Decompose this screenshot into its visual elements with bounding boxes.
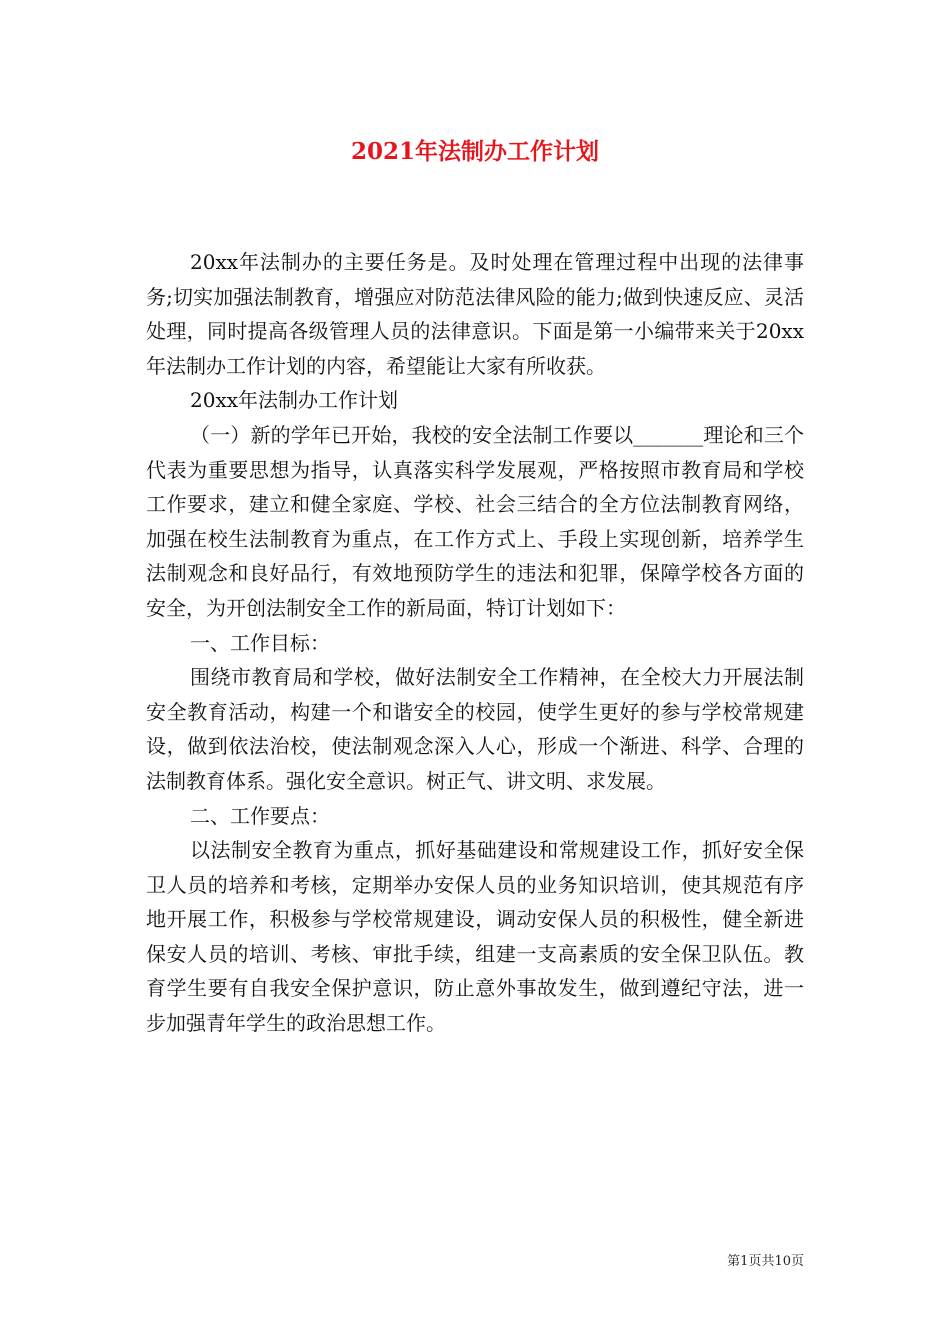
document-body [146,245,804,1041]
section-heading-plan: 20xx年法制办工作计划 [190,388,399,413]
document-title: 2021年法制办工作计划 [350,138,599,165]
intro-paragraph: 20xx年法制办的主要任务是。及时处理在管理过程中出现的法律事务;切实加强法制教育，增强应对防范法律风险的能力;做到快速反应、灵活处理，同时提高各级管理人员的法律意识。下面是第一小编带来关于20xx年法制办工作计划的内容，希望能让大家有所收获。 [146,250,804,378]
paragraph-key-points: 以法制安全教育为重点，抓好基础建设和常规建设工作，抓好安全保卫人员的培养和考核，定期举办安保人员的业务知识培训，使其规范有序地开展工作，积极参与学校常规建设，调动安保人员的积极性，健全新进保安人员的培训、考核、审批手续，组建一支高素质的安全保卫队伍。教育学生要有自我安全保护意识，防止意外事故发生，做到遵纪守法，进一步加强青年学生的政治思想工作。 [146,838,804,1036]
section-heading-goals: 一、工作目标： [190,630,330,655]
page-number: 第1页共10页 [727,1254,804,1269]
paragraph-goals: 围绕市教育局和学校，做好法制安全工作精神，在全校大力开展法制安全教育活动，构建一个和谐安全的校园，使学生更好的参与学校常规建设，做到依法治校，使法制观念深入人心，形成一个渐进、科学、合理的法制教育体系。强化安全意识。树正气、讲文明、求发展。 [146,665,804,793]
paragraph-overview: （一）新的学年已开始，我校的安全法制工作要以_______理论和三个代表为重要思想为指导，认真落实科学发展观，严格按照市教育局和学校工作要求，建立和健全家庭、学校、社会三结合的全方位法制教育网络，加强在校生法制教育为重点，在工作方式上、手段上实现创新，培养学生法制观念和良好品行，有效地预防学生的违法和犯罪，保障学校各方面的安全，为开创法制安全工作的新局面，特订计划如下： [146,422,804,620]
section-heading-key-points: 二、工作要点： [190,803,330,828]
